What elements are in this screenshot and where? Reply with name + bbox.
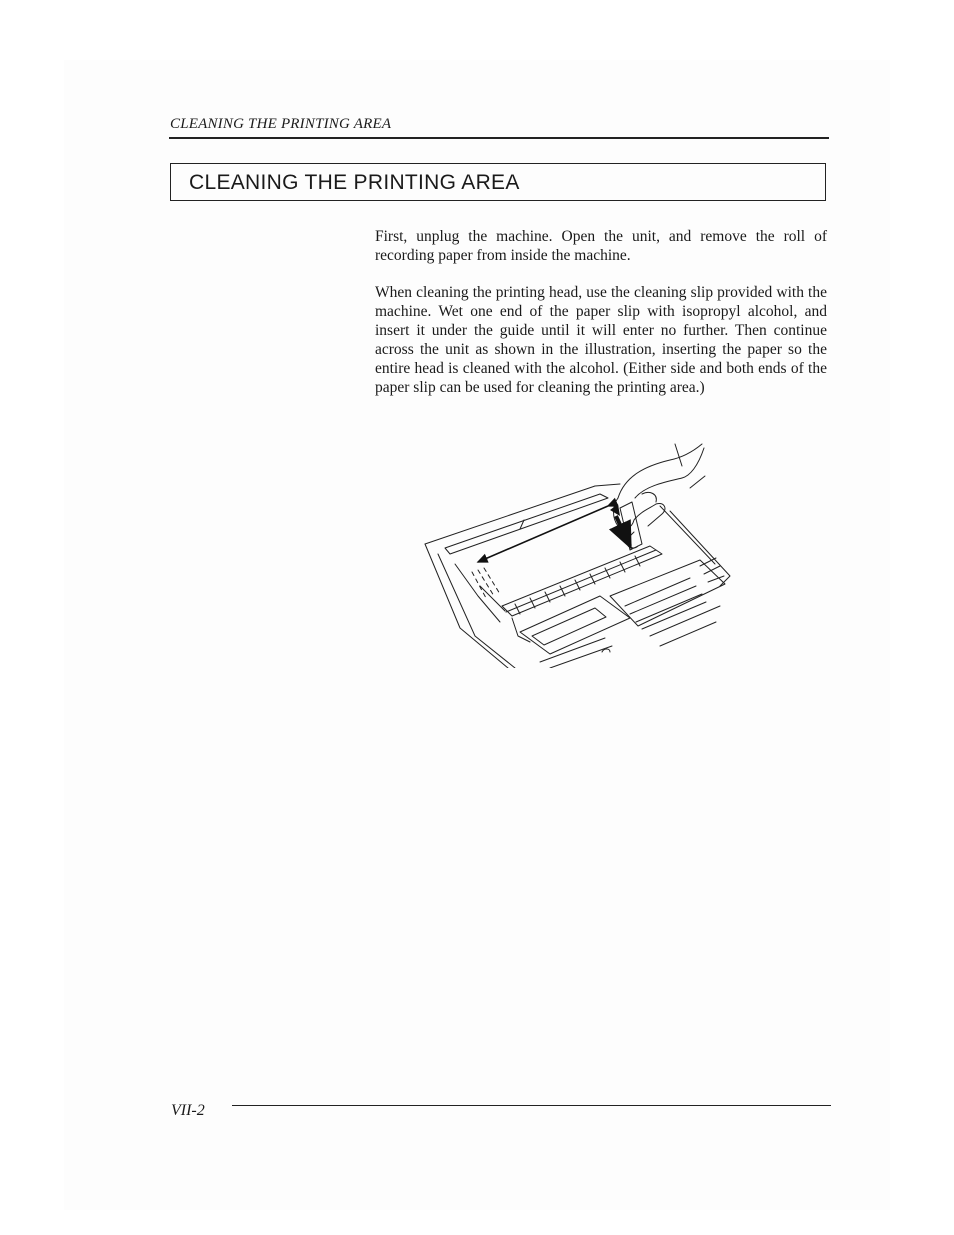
section-title: CLEANING THE PRINTING AREA xyxy=(189,171,520,194)
machine-left-edge xyxy=(425,544,508,668)
page-number: VII-2 xyxy=(171,1102,205,1119)
instruction-paragraph-1: First, unplug the machine. Open the unit, and remove the roll of recording paper from inside the machine. xyxy=(375,228,827,264)
header-rule xyxy=(169,137,829,139)
running-head: CLEANING THE PRINTING AREA xyxy=(170,116,392,132)
printing-head-cleaning-illustration xyxy=(420,436,740,668)
sweep-arrow xyxy=(478,506,608,562)
instruction-paragraph-2: When cleaning the printing head, use the cleaning slip provided with the machine. Wet one end of the paper slip with isopropyl alcohol, and insert it under the guide until it will enter no further. Then continue across the unit as shown in the illustration, inserting the paper so the entire head is cleaned with the alcohol. (Either side and both ends of the paper slip can be used for cleaning the printing area.) xyxy=(375,284,827,396)
hand-icon xyxy=(618,444,702,498)
footer-rule xyxy=(232,1105,831,1106)
section-title-box xyxy=(170,163,826,201)
control-panel xyxy=(520,596,630,654)
